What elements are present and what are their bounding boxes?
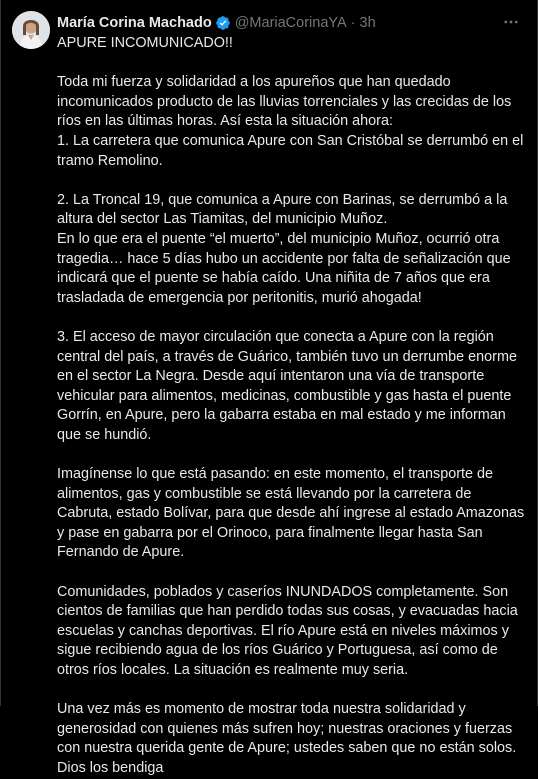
paragraph — [57, 191, 527, 309]
paragraph-line: APURE INCOMUNICADO!! — [57, 35, 233, 51]
paragraph — [57, 465, 527, 563]
paragraph-line: 1. La carretera que comunica Apure con San Cristóbal se derrumbó en el tramo Remolino. — [57, 132, 524, 169]
paragraph-line: 2. La Troncal 19, que comunica a Apure con Barinas, se derrumbó a la altura del sector Las Tiamitas, del municipio Muñoz. — [57, 191, 508, 228]
paragraph — [57, 73, 527, 171]
author-name[interactable]: María Corina Machado — [57, 15, 212, 31]
paragraph-line: Comunidades, poblados y caseríos INUNDADOS completamente. Son cientos de familias que han perdido todas sus cosas, y evacuadas hacia escuelas y canchas deportivas. El río Apure está en niveles máximos y sigue recibiendo agua de los ríos Guárico y Portuguesa, así como de otros ríos locales. La situación es realmente muy seria. — [57, 583, 518, 678]
more-options-icon[interactable] — [501, 12, 521, 32]
tweet-text — [57, 34, 527, 779]
paragraph-line: Una vez más es momento de mostrar toda nuestra solidaridad y generosidad con quienes más sufren hoy; nuestras oraciones y fuerzas con nuestra querida gente de Apure; ustedes saben que no están solos. Dios los bendiga — [57, 701, 517, 776]
author-avatar[interactable] — [12, 11, 50, 49]
paragraph-line: En lo que era el puente “el muerto”, del municipio Muñoz, ocurrió otra tragedia… hace 5 días hubo un accidente por falta de señalización que indicará que el puente se había caído. Una niñita de 7 años que era trasladada de emergencia por peritonitis, murió ahogada! — [57, 230, 511, 306]
tweet-header — [57, 13, 497, 33]
avatar-photo — [12, 11, 50, 49]
separator-dot: · — [350, 15, 356, 31]
verified-badge-icon — [215, 15, 231, 31]
paragraph — [57, 700, 527, 778]
paragraph-line: Toda mi fuerza y solidaridad a los apureños que han quedado incomunicados producto de las lluvias torrenciales y las crecidas de los ríos en las últimas horas. Así esta la situación ahora: — [57, 74, 512, 130]
paragraph-line: Imagínense lo que está pasando: en este momento, el transporte de alimentos, gas y combustible se está llevando por la carretera de Cabruta, estado Bolívar, para que desde ahí ingrese al estado Amazonas y pase en gabarra por el Orinoco, para finalmente llegar hasta San Fernando de Apure. — [57, 466, 525, 561]
paragraph — [57, 34, 527, 54]
post-time[interactable]: 3h — [359, 15, 376, 31]
paragraph — [57, 583, 527, 681]
paragraph-line: 3. El acceso de mayor circulación que conecta a Apure con la región central del país, a través de Guárico, también tuvo un derrumbe enorme en el sector La Negra. Desde aquí intentaron una vía de transporte vehicular para alimentos, medicinas, combustible y gas hasta el puente Gorrín, en Apure, pero la gabarra estaba en mal estado y me informan que se hundió. — [57, 328, 517, 443]
author-handle[interactable]: @MariaCorinaYA — [234, 15, 347, 31]
paragraph — [57, 328, 527, 446]
